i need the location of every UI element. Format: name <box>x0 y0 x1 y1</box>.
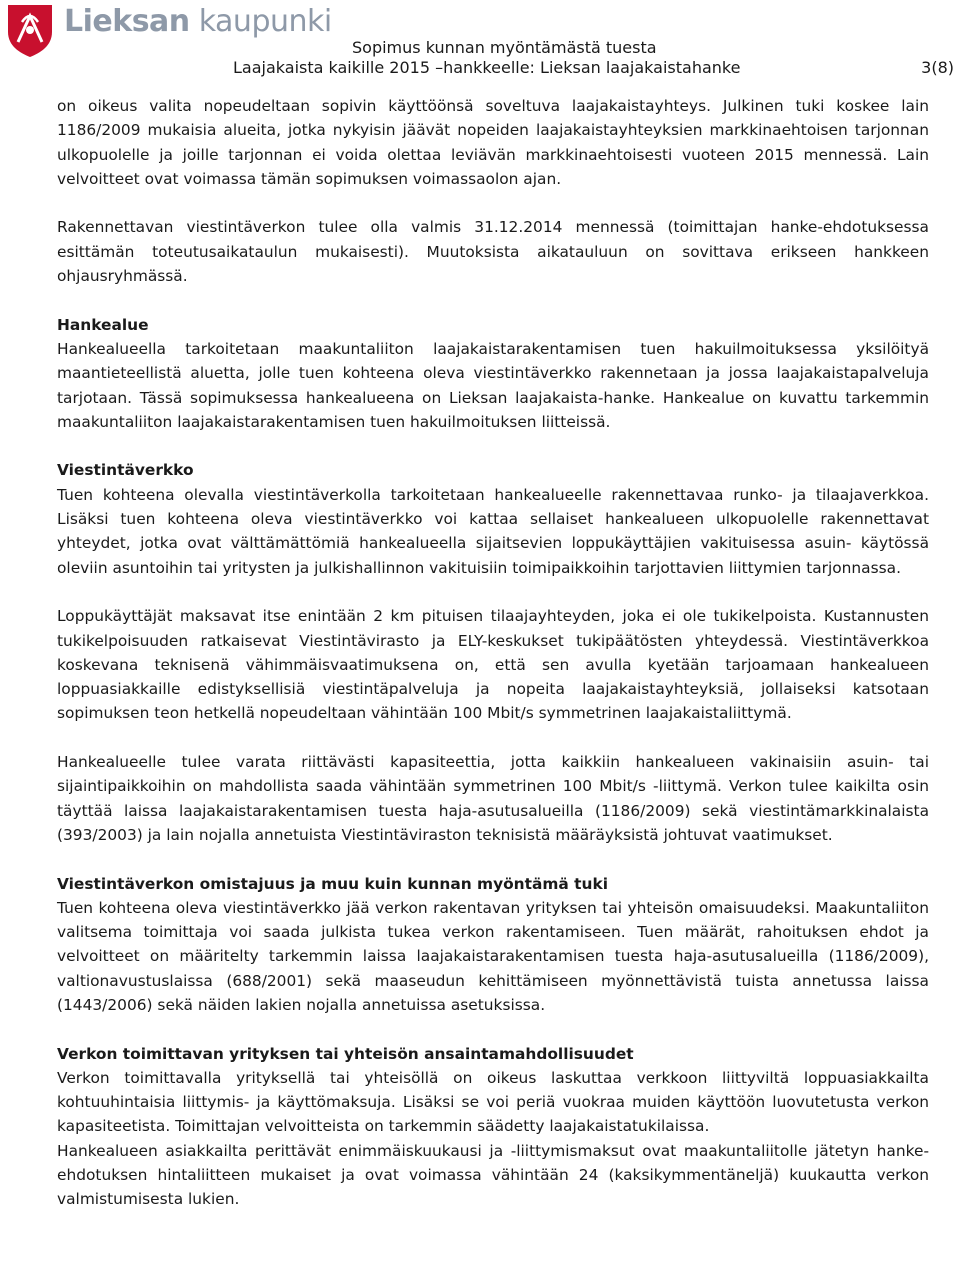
logo-brand: Lieksan <box>64 4 190 39</box>
heading-omistajuus: Viestintäverkon omistajuus ja muu kuin kunnan myöntämä tuki <box>57 874 608 893</box>
heading-hankealue: Hankealue <box>57 315 149 334</box>
logo-word: kaupunki <box>198 4 332 39</box>
paragraph-loppukayttajat: Loppukäyttäjät maksavat itse enintään 2 km pituisen tilaajayhteyden, joka ei ole tukikelpoista. Kustannusten tukikelpoisuuden ratkaisevat Viestintävirasto ja ELY-keskukset tukipäätösten yhteydessä. Viestintäverkkoa koskevana teknisenä vähimmäisvaatimuksena on, että sen avulla kyetään tarjoamaan hankealueen loppuasiakkaille edistyksellisiä viestintäpalveluja ja nopeita laajakaistayhteyksiä, jollaiseksi katsotaan sopimuksen teon hetkellä nopeudeltaan vähintään 100 Mbit/s symmetrinen laajakaistaliittymä. <box>57 607 929 723</box>
document-body <box>57 94 929 1212</box>
paragraph-kapasiteetti: Hankealueelle tulee varata riittävästi kapasiteettia, jotta kaikkiin hankealueen vakinaisiin asuin- tai sijaintipaikkoihin on mahdollista saada vähintään symmetrinen 100 Mbit/s -liittymä. Verkon tulee kaikilta osin täyttää laissa laajakaistarakentamisen tuesta haja-asutusalueilla (1186/2009) sekä viestintämarkkinalaista (393/2003) ja lain nojalla annetuista Viestintäviraston teknisistä määräyksistä johtuvat vaatimukset. <box>57 753 929 844</box>
coat-of-arms-icon <box>4 2 56 58</box>
logo-wordmark <box>64 4 332 39</box>
paragraph-ansainta-2: Hankealueen asiakkailta perittävät enimmäiskuukausi ja -liittymismaksut ovat maakuntaliitolle jätetyn hanke-ehdotuksen hintaliitteen mukaiset ja ovat voimassa vähintään 24 (kaksikymmentäneljä) kuukautta verkon valmistumisesta lukien. <box>57 1141 929 1209</box>
paragraph-intro: on oikeus valita nopeudeltaan sopivin käyttöönsä soveltuva laajakaistayhteys. Julkinen tuki koskee lain 1186/2009 mukaisia alueita, jotka nykyisin jäävät nopeiden laajakaistayhteyksien markkinaehtoisen tarjonnan ulkopuolelle ja joille tarjonnan ei voida olettaa leviävän markkinaehtoisesti vuoteen 2015 mennessä. Lain velvoitteet ovat voimassa tämän sopimuksen voimassaolon ajan. <box>57 97 929 188</box>
paragraph-schedule: Rakennettavan viestintäverkon tulee olla valmis 31.12.2014 mennessä (toimittajan hanke-ehdotuksessa esittämän toteutusaikataulun mukaisesti). Muutoksista aikatauluun on sovittava erikseen hankkeen ohjausryhmässä. <box>57 218 929 286</box>
city-logo <box>4 2 332 58</box>
page-number: 3(8) <box>921 58 954 77</box>
paragraph-omistajuus: Tuen kohteena oleva viestintäverkko jää verkon rakentavan yrityksen tai yhteisön omaisuudeksi. Maakuntaliiton valitsema toimittaja voi saada julkista tukea verkon rakentamiseen. Tuen määrät, rahoituksen ehdot ja velvoitteet on määritelty tarkemmin laissa laajakaistarakentamisen tuesta haja-asutusalueilla (1186/2009), valtionavustuslaissa (688/2001) sekä maaseudun kehittämiseen myönnettävistä tuista annetussa laissa (1443/2006) sekä näiden lakien nojalla annetuissa asetuksissa. <box>57 898 929 1014</box>
paragraph-hankealue: Hankealueella tarkoitetaan maakuntaliiton laajakaistarakentamisen tuen hakuilmoituksessa yksilöityä maantieteellistä aluetta, jolle tuen kohteena oleva viestintäverkko rakennetaan ja jossa laajakaistapalveluja tarjotaan. Tässä sopimuksessa hankealueena on Lieksan laajakaista-hanke. Hankealue on kuvattu tarkemmin maakuntaliiton laajakaistarakentamisen tuen hakuilmoituksen liitteissä. <box>57 339 929 431</box>
document-subtitle: Laajakaista kaikille 2015 –hankkeelle: Lieksan laajakaistahanke <box>233 58 741 77</box>
paragraph-ansainta-1: Verkon toimittavalla yrityksellä tai yhteisöllä on oikeus laskuttaa verkkoon liittyviltä loppuasiakkailta kohtuuhintaisia liittymis- ja käyttömaksuja. Lisäksi se voi periä vuokraa muiden käyttöön luovutetusta verkon kapasiteetista. Toimittajan velvoitteista on tarkemmin säädetty laajakaistatukilaissa. <box>57 1068 929 1136</box>
heading-viestintaverkko: Viestintäverkko <box>57 461 194 480</box>
paragraph-viestintaverkko: Tuen kohteena olevalla viestintäverkolla tarkoitetaan hankealueelle rakennettavaa runko- ja tilaajaverkkoa. Lisäksi tuen kohteena oleva viestintäverkko voi kattaa sellaiset hankealueen ulkopuolelle rakennettavat yhteydet, jotka ovat välttämättömiä hankealueella sijaitsevien loppukäyttäjien vakituisessa asuin- käytössä oleviin asuntoihin tai yritysten ja julkishallinnon vakituisiin toimipaikkoihin tarjottavien liittymien tarjonnassa. <box>57 485 929 577</box>
document-title: Sopimus kunnan myöntämästä tuesta <box>352 38 657 57</box>
heading-ansainta: Verkon toimittavan yrityksen tai yhteisön ansaintamahdollisuudet <box>57 1044 634 1063</box>
